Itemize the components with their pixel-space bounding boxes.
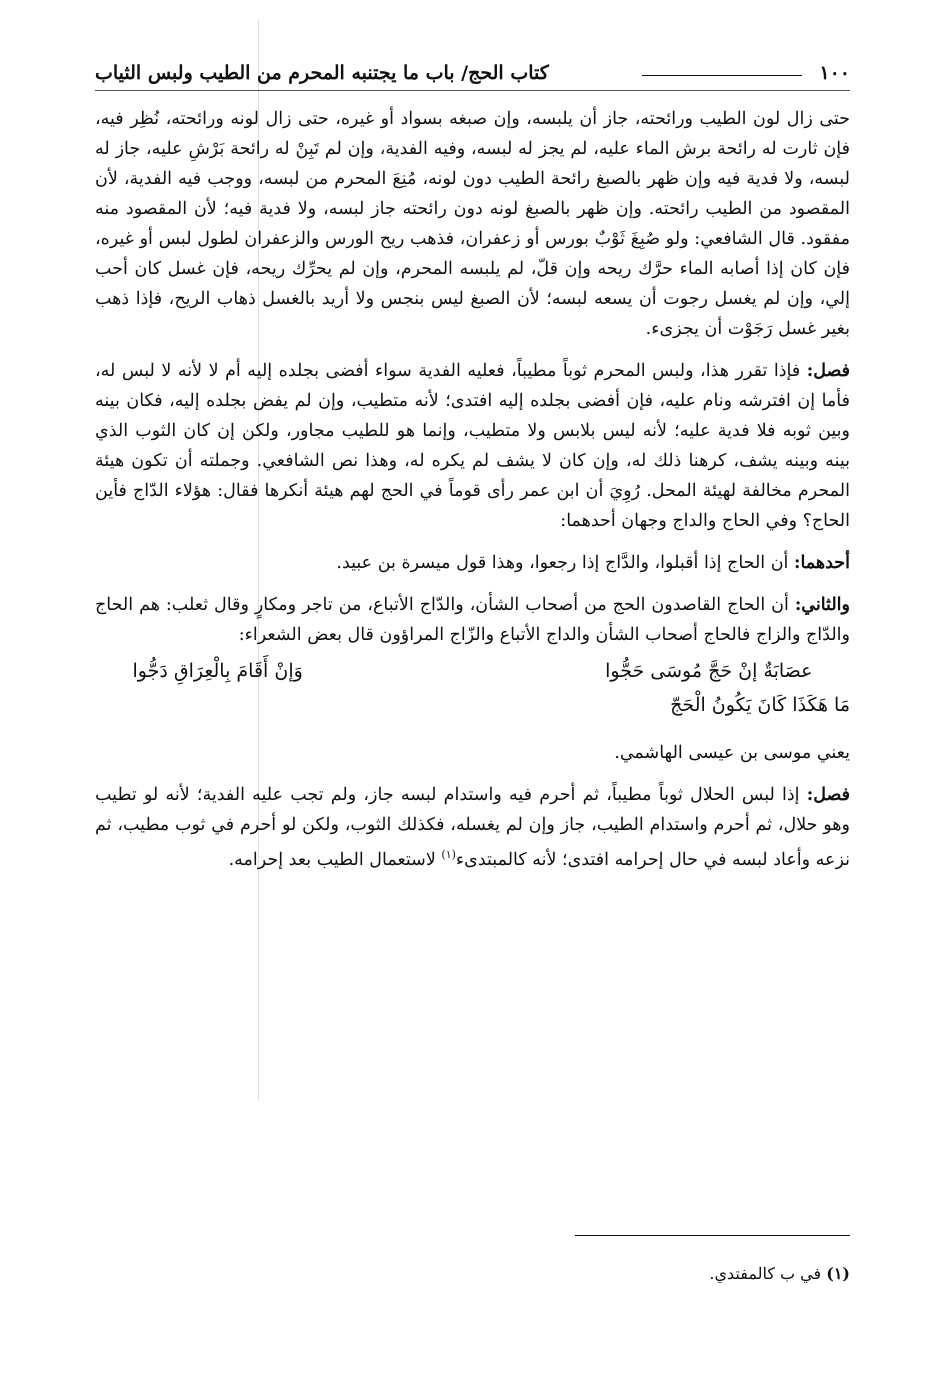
verse-hemistich-2: وَإنْ أَقَامَ بِالْعِرَاقِ دَجُّوا <box>132 660 303 682</box>
header-dash <box>642 75 802 76</box>
paragraph: حتى زال لون الطيب ورائحته، جاز أن يلبسه، وإن صبغه بسواد أو غيره، حتى زال لونه ورائحته، نُظِر فيه، فإن ثارت له رائحة برش الماء عليه، لم يجز له لبسه، وفيه الفدية، وإن لم تَبِنْ له رائحة بَرْشِ عليه، جاز له لبسه، ولا فدية فيه وإن ظهر بالصبغ رائحة الطيب دون لونه، مُنِعَ المحرم من لبسه، ووجب فيه الفدية، لأن المقصود من الطيب رائحته. وإن ظهر بالصبغ لونه دون رائحته جاز لبسه، ولا فدية فيه؛ لأن المقصود منه مفقود. قال الشافعي: ولو صُبِغَ ثَوْبٌ بورس أو زعفران، فذهب ريح الورس والزعفران لطول لبس أو غيره، فإن كان إذا أصابه الماء حرَّك ريحه وإن قلّ، لم يلبسه المحرم، وإن لم يحرِّك ريحه، فإن غسل كان أحب إلي، وإن لم يغسل رجوت أن يسعه لبسه؛ لأن الصبغ ليس بنجس ولا أريد بالغسل ذهاب الريح، فإذا ذهب بغير غسل رَجَوْت أن يجزىء. <box>95 109 850 339</box>
verse-hemistich-1: عصَابَةٌ إنْ حَجَّ مُوسَى حَجُّوا <box>605 660 813 682</box>
page-header <box>95 58 850 92</box>
first-text: أن الحاج إذا أقبلوا، والدَّاج إذا رجعوا، وهذا قول ميسرة بن عبيد. <box>336 553 794 573</box>
footnote-rule <box>575 1235 850 1236</box>
fasl-text-2-end: لاستعمال الطيب بعد إحرامه. <box>228 849 442 870</box>
second-label: والثاني: <box>794 595 850 615</box>
fasl-label-2: فصل: <box>806 785 850 805</box>
first-label: أحدهما: <box>793 553 850 573</box>
footnote-reference[interactable]: (١) <box>441 848 456 861</box>
second-opinion <box>95 590 850 650</box>
fasl-label: فصل: <box>806 361 850 381</box>
running-title: كتاب الحج/ باب ما يجتنبه المحرم من الطيب ولبس الثياب <box>95 62 549 84</box>
poetry-verse <box>95 654 850 722</box>
fasl-paragraph <box>95 356 850 536</box>
fasl-text-2: إذا لبس الحلال ثوباً مطيباً، ثم أحرم فيه واستدام لبسه جاز، ولم تجب عليه الفدية؛ لأنه لو تطيب وهو حلال، ثم أحرم واستدام الطيب، جاز وإن لم يغسله، فكذلك الثوب، ولكن لو أحرم في ثوب مطيب، ثم نزعه وأعاد لبسه في حال إحرامه افتدى؛ لأنه كالمبتدىء <box>95 785 850 870</box>
header-rule <box>95 90 850 91</box>
body-text <box>95 104 850 875</box>
first-opinion <box>95 548 850 578</box>
fasl-paragraph-2 <box>95 780 850 875</box>
footnote <box>95 1262 850 1286</box>
verse-explanation: يعني موسى بن عيسى الهاشمي. <box>614 743 850 763</box>
footnote-text: في ب كالمفتدي. <box>709 1264 822 1283</box>
second-text: أن الحاج القاصدون الحج من أصحاب الشأن، والدّاج الأتباع، من تاجر ومكارٍ وقال ثعلب: هم الحاج والدّاج والزاج فالحاج أصحاب الشأن والداج الأتباع والزّاج المراؤون قال بعض الشعراء: <box>95 595 850 645</box>
page-number: ١٠٠ <box>819 62 850 84</box>
fasl-text: فإذا تقرر هذا، ولبس المحرم ثوباً مطيباً، فعليه الفدية سواء أفضى بجلده إليه أم لا لأنه لا لبس له، فأما إن افترشه ونام عليه، فإن أفضى بجلده إليه افتدى؛ لأنه متطيب، وإن لم يفض بجلده إليه، فكان بينه وبين ثوبه فلا فدية عليه؛ لأنه ليس بلابس ولا متطيب، وإنما هو للطيب مجاور، ولكن إن كان الثوب الذي بينه وبينه يشف، كرهنا ذلك له، وإن كان لا يشف لم يكره له، وهذا نص الشافعي. وجملته أن تكون هيئة المحرم مخالفة لهيئة المحل. رُوِيَ أن ابن عمر رأى قوماً في الحج لهم هيئة أنكرها فقال: هؤلاء الدّاج فأين الحاج؟ وفي الحاج والداج وجهان أحدهما: <box>95 361 850 531</box>
footnote-marker: (١) <box>826 1264 850 1283</box>
verse-line-2: مَا هَكَذَا كَانَ يَكُونُ الْحَجّ <box>670 694 850 716</box>
